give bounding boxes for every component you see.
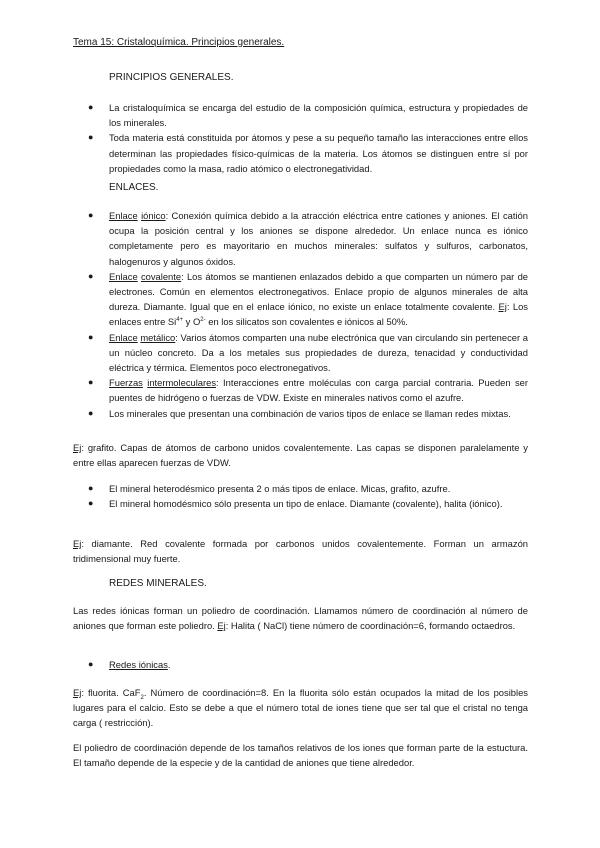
heading-enlaces: ENLACES. xyxy=(109,182,159,193)
bullet-icon: ● xyxy=(88,331,94,342)
bullet-icon: ● xyxy=(88,102,94,112)
heading-redes: REDES MINERALES. xyxy=(109,578,207,589)
list-item: ● Redes iónicas. xyxy=(80,657,528,672)
bullet-icon: ● xyxy=(88,483,94,493)
document-title: Tema 15: Cristaloquímica. Principios generales. xyxy=(73,37,285,48)
example-fluorite: Ej: fluorita. CaF$_2$. Número de coordinación=8. En la fluorita sólo están ocupados la mitad de los posibles lugares para el calcio. Esto se debe a que el número total de iones tiene que ser tal que el cristal no tenga carga ( restricción). xyxy=(73,687,528,729)
bullet-icon: ● xyxy=(88,407,94,418)
bullet-icon: ● xyxy=(88,132,94,143)
bullet-icon: ● xyxy=(88,377,94,388)
closing-paragraph: El poliedro de coordinación depende de los tamaños relativos de los iones que forman parte de la estuctura. El tamaño depende de la especie y de la cantidad de aniones que tiene alrededor. xyxy=(73,742,528,769)
list-item-ionic: ● Enlace iónico: Conexión química debido a la atracción eléctrica entre cationes y aniones. El catión ocupa la posición central y los aniones se dispone alrededor. Un enlace nunca es iónico completamente pero es mayoritario en muchos minerales: sulfatos y sulfuros, carbonatos, halogenuros y algunos óxidos. xyxy=(88,210,528,267)
heading-principios: PRINCIPIOS GENERALES. xyxy=(109,72,234,83)
bonds-list xyxy=(80,208,528,421)
list-item: ● El mineral heterodésmico presenta 2 o más tipos de enlace. Micas, grafito, azufre. xyxy=(80,481,528,496)
example-diamond: Ej: diamante. Red covalente formada por carbonos unidos covalentemente. Forman un armazón tridimensional muy fuerte. xyxy=(73,538,528,565)
desmic-list xyxy=(80,481,528,511)
ionic-networks-list xyxy=(80,657,528,672)
list-item-forces: ● Fuerzas intermoleculares: Interacciones entre moléculas con carga parcial contraria. Pueden ser puentes de hidrógeno o fuerzas de VDW. Existe en minerales nativos como el azufre. xyxy=(88,377,528,404)
bullet-icon: ● xyxy=(88,659,94,669)
list-item-metallic: ● Enlace metálico: Varios átomos comparten una nube electrónica que van circulando sin pertenecer a un núcleo concreto. Da a los metales sus propiedades de dureza, tenacidad y conductividad eléctrica y térmica. Elementos poco electronegativos. xyxy=(88,331,529,374)
list-item-mixed: ● Los minerales que presentan una combinación de varios tipos de enlace se llaman redes mixtas. xyxy=(80,406,528,421)
bullet-icon: ● xyxy=(88,210,94,220)
principles-list xyxy=(80,100,528,176)
bullet-icon: ● xyxy=(88,270,94,281)
list-item: ● Toda materia está constituida por átomos y pese a su pequeño tamaño las interacciones entre ellos determinan las propiedades físico-químicas de la materia. Los átomos se distinguen entre sí por propiedades como la masa, radio atómico o electronegatividad. xyxy=(88,132,528,174)
list-item-covalent: ● Enlace covalente: Los átomos se mantienen enlazados debido a que comparten un número par de electrones. Común en elementos electronegativos. Enlace propio de algunos minerales de alta dureza. Diamante. Igual que en el enlace iónico, no existe un enlace totalmente covalente. Ej: Los enlaces entre $Si^{4+}$ y $O^{2-}$ en los silicatos son covalentes e iónicos al 50%. xyxy=(88,270,528,328)
list-item: ● La cristaloquímica se encarga del estudio de la composición química, estructura y propiedades de los minerales. xyxy=(88,102,528,129)
redes-intro: Las redes iónicas forman un poliedro de coordinación. Llamamos número de coordinación al número de aniones que forman este poliedro. Ej: Halita ( NaCl) tiene número de coordinación=6, formando octaedros. xyxy=(73,605,528,632)
list-item: ● El mineral homodésmico sólo presenta un tipo de enlace. Diamante (covalente), halita (iónico). xyxy=(80,496,528,511)
example-graphite: Ej: grafito. Capas de átomos de carbono unidos covalentemente. Las capas se disponen paralelamente y entre ellas aparecen fuerzas de VDW. xyxy=(73,442,528,469)
bullet-icon: ● xyxy=(88,498,94,509)
